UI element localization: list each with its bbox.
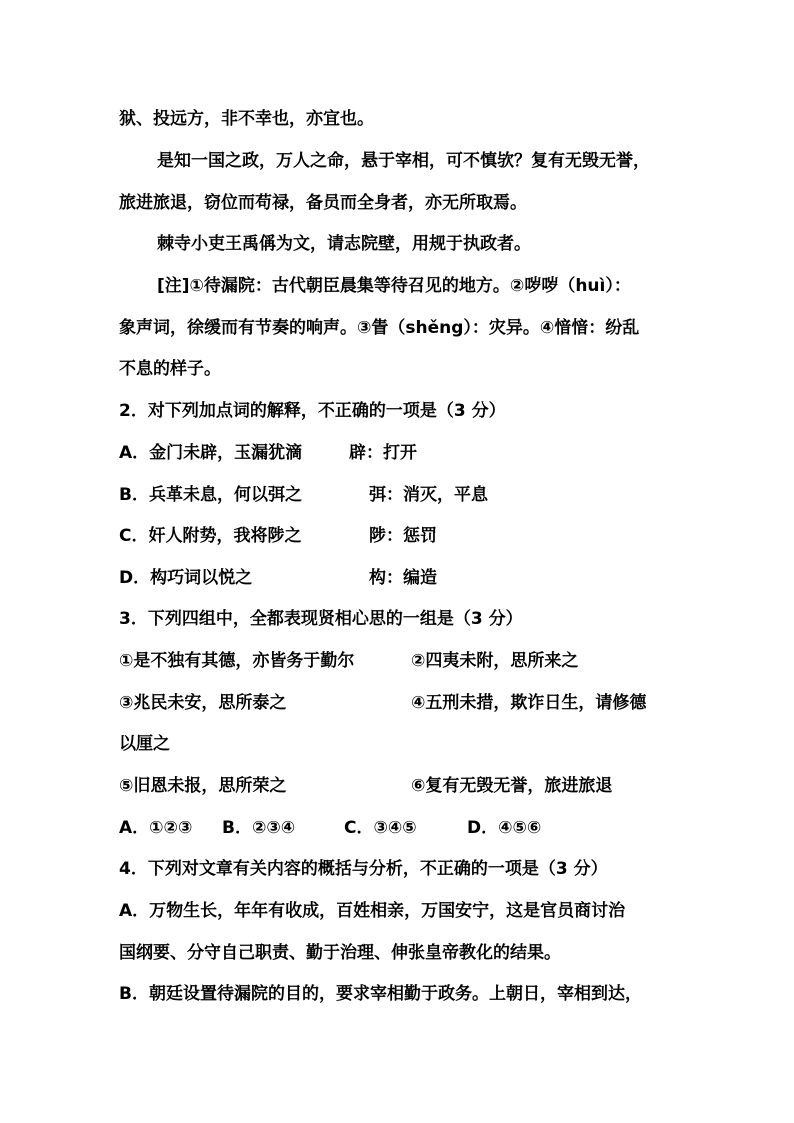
passage-line-3: 旅进旅退，窃位而苟禄，备员而全身者，亦无所取焉。 xyxy=(119,193,527,213)
q3-item-6: ⑥复有无毁无誉，旅进旅退 xyxy=(411,776,613,796)
question-3-row-2-cont: 以厘之 xyxy=(119,734,170,754)
question-4-option-b-line-1: B．朝廷设置待漏院的目的，要求宰相勤于政务。上朝日，宰相到达， xyxy=(119,984,642,1004)
note-line-1: [注]①待漏院：古代朝臣晨集等待召见的地方。②哕哕（huì）： xyxy=(157,276,631,296)
note-line-3: 不息的样子。 xyxy=(119,359,221,379)
question-3-row-2 xyxy=(119,691,646,715)
passage-line-1: 狱、投远方，非不幸也，亦宜也。 xyxy=(119,109,374,129)
passage-line-2: 是知一国之政，万人之命，悬于宰相，可不慎欤？复有无毁无誉， xyxy=(157,151,650,171)
option-c-text: C．奸人附势，我将陟之 xyxy=(119,526,302,546)
q3-item-5: ⑤旧恩未报，思所荣之 xyxy=(119,776,287,796)
option-b-gloss: 弭：消灭，平息 xyxy=(369,485,488,505)
q3-answer-b: B．②③④ xyxy=(222,818,296,838)
q3-item-1: ①是不独有其德，亦皆务于勤尔 xyxy=(119,651,355,671)
question-2-option-a xyxy=(119,441,417,465)
q3-item-4: ④五刑未措，欺诈日生，请修德 xyxy=(411,693,647,713)
passage-line-4: 棘寺小吏王禹偁为文，请志院壁，用规于执政者。 xyxy=(157,234,531,254)
note-line-2: 象声词，徐缓而有节奏的响声。③眚（shěng）：灾异。④愔愔：纷乱 xyxy=(119,318,640,338)
question-2-option-d xyxy=(119,566,437,590)
option-a-gloss: 辟：打开 xyxy=(349,443,417,463)
question-3-row-3 xyxy=(119,774,612,798)
question-2-option-b xyxy=(119,483,488,507)
option-c-gloss: 陟：惩罚 xyxy=(369,526,437,546)
q3-answer-c: C．③④⑤ xyxy=(344,818,417,838)
q3-item-3: ③兆民未安，思所泰之 xyxy=(119,693,287,713)
question-2-stem: 2．对下列加点词的解释，不正确的一项是（3 分） xyxy=(119,401,506,421)
q3-item-2: ②四夷未附，思所来之 xyxy=(411,651,579,671)
question-3-row-1 xyxy=(119,649,578,673)
question-2-option-c xyxy=(119,524,437,548)
option-d-text: D．构巧词以悦之 xyxy=(119,568,253,588)
option-a-text: A．金门未辟，玉漏犹滴 xyxy=(119,443,303,463)
question-4-stem: 4．下列对文章有关内容的概括与分析，不正确的一项是（3 分） xyxy=(119,859,608,879)
q3-answer-d: D．④⑤⑥ xyxy=(467,818,542,838)
question-4-option-a-line-2: 国纲要、分守自己职责、勤于治理、伸张皇帝教化的结果。 xyxy=(119,943,561,963)
question-3-answers xyxy=(119,816,541,840)
q3-answer-a: A．①②③ xyxy=(119,818,193,838)
question-4-option-a-line-1: A．万物生长，年年有收成，百姓相亲，万国安宁，这是官员商讨治 xyxy=(119,901,626,921)
option-b-text: B．兵革未息，何以弭之 xyxy=(119,485,302,505)
question-3-stem: 3．下列四组中，全都表现贤相心思的一组是（3 分） xyxy=(119,609,523,629)
option-d-gloss: 构：编造 xyxy=(369,568,437,588)
